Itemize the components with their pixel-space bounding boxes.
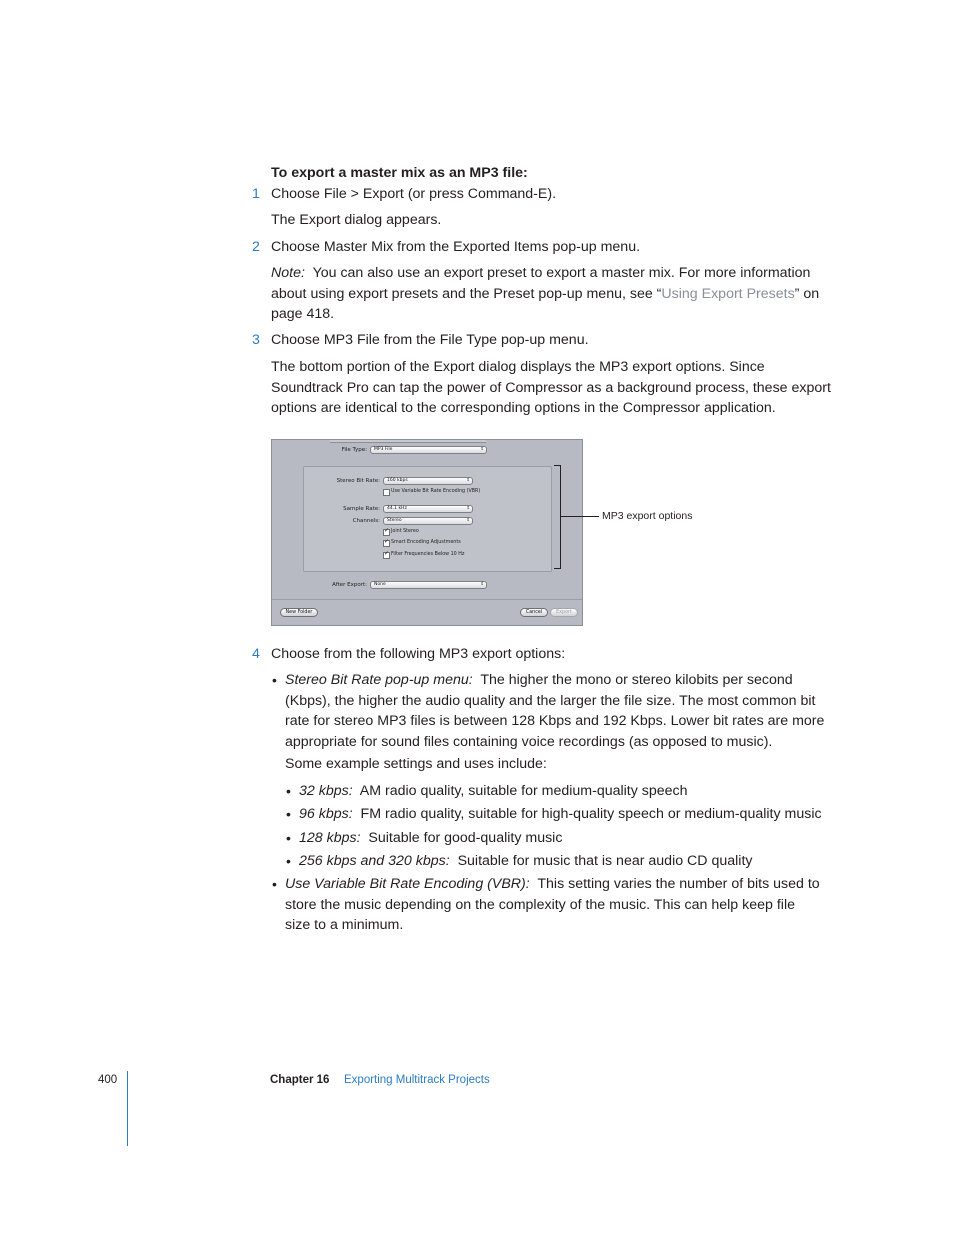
step-text-1: Choose File > Export (or press Command-E). [271,186,557,202]
joint-stereo-checkbox[interactable] [383,529,390,536]
export-button[interactable]: Export [550,608,578,617]
sub-item-text: Suitable for music that is near audio CD quality [457,853,753,869]
desc-line-2: Soundtrack Pro can tap the power of Compressor as a background process, these export [271,379,831,396]
bullet1-line-1 [285,670,845,691]
bullet2-line-3: size to a minimum. [285,917,404,933]
sample-rate-label: Sample Rate: [343,506,380,512]
sub-item-96kbps [299,804,822,825]
stereo-bit-rate-label: Stereo Bit Rate: [336,478,380,484]
callout-bracket [554,465,561,569]
bullet1-label: Stereo Bit Rate pop-up menu: [285,672,473,688]
popup-arrows-icon: ⇕ [466,478,470,483]
page-number: 400 [98,1074,118,1086]
vbr-label: Use Variable Bit Rate Encoding (VBR) [391,489,481,494]
bullet1-line-1-text: The higher the mono or stereo kilobits per second [480,672,793,688]
channels-popup[interactable] [383,517,473,525]
bullet1-line-2: (Kbps), the higher the audio quality and the larger the file size. The most common bit [285,692,816,709]
step-number-3: 3 [252,332,260,348]
callout-label: MP3 export options [602,510,693,522]
note-label: Note: [271,265,305,281]
bullet-dot: • [286,806,291,822]
footer-rule [127,1071,128,1146]
step-text-2: Choose Master Mix from the Exported Items pop-up menu. [271,239,641,255]
sub-item-128kbps [299,828,562,849]
channels-label: Channels: [352,518,380,524]
step3-description [271,357,841,419]
desc-line-3: options are identical to the corresponding options in the Compressor application. [271,400,776,416]
bullet2-label: Use Variable Bit Rate Encoding (VBR): [285,876,530,892]
section-heading: To export a master mix as an MP3 file: [271,165,528,181]
step-number-4: 4 [252,646,260,662]
note-line-1 [271,263,831,284]
after-export-value: None [374,582,386,587]
sub-item-text: Suitable for good-quality music [368,830,563,846]
sub-item-text: AM radio quality, suitable for medium-quality speech [359,783,688,799]
stereo-bit-rate-value: 160 kbps [387,478,408,483]
bullet1-sub-intro: Some example settings and uses include: [285,756,547,772]
smart-encoding-label: Smart Encoding Adjustments [391,540,461,545]
smart-encoding-checkbox[interactable] [383,540,390,547]
dialog-divider [272,599,582,600]
popup-arrows-icon: ⇕ [480,447,484,452]
step-text-3: Choose MP3 File from the File Type pop-up menu. [271,332,589,348]
note-line-2-pre: about using export presets and the Preset pop-up menu, see “ [271,285,662,302]
bullet-dot: • [286,783,291,799]
bullet-dot: • [286,853,291,869]
export-dialog-screenshot [271,439,583,626]
footer-chapter: Chapter 16 [270,1074,330,1086]
after-export-popup[interactable] [370,581,487,589]
callout-leader-line [561,516,599,517]
note-line-2 [271,284,831,305]
step1-result: The Export dialog appears. [271,212,442,228]
bullet-dot: • [272,672,277,688]
bullet-dot: • [286,830,291,846]
popup-arrows-icon: ⇕ [480,582,484,587]
popup-arrows-icon: ⇕ [466,518,470,523]
joint-stereo-label: Joint Stereo [391,529,419,534]
new-folder-button[interactable]: New Folder [280,608,318,617]
bullet2-line-1 [285,874,845,895]
sample-rate-popup[interactable] [383,505,473,513]
sub-item-label: 256 kbps and 320 kbps: [299,853,450,869]
note-line-3: page 418. [271,306,335,322]
desc-line-1: The bottom portion of the Export dialog displays the MP3 export options. Since [271,359,765,375]
step-text-4: Choose from the following MP3 export options: [271,646,566,662]
bullet1-line-3: rate for stereo MP3 files is between 128 Kbps and 192 Kbps. Lower bit rates are more [285,713,825,729]
sub-item-label: 128 kbps: [299,830,361,846]
bullet-vbr [285,874,845,936]
bullet2-line-2: store the music depending on the complexity of the music. This can help keep file [285,896,795,913]
file-type-value: MP3 File [374,447,393,452]
channels-value: Stereo [387,518,402,523]
sub-item-256kbps [299,851,753,872]
sub-item-text: FM radio quality, suitable for high-quality speech or medium-quality music [360,806,822,822]
vbr-checkbox[interactable] [383,489,390,496]
bullet2-line-1-text: This setting varies the number of bits used to [537,876,820,892]
sub-item-label: 32 kbps: [299,783,353,799]
cancel-button[interactable]: Cancel [520,608,548,617]
sub-item-label: 96 kbps: [299,806,353,822]
file-type-label: File Type: [341,447,367,453]
using-export-presets-link[interactable]: Using Export Presets [661,285,795,302]
note-paragraph [271,263,831,325]
dialog-top-edge [330,440,486,443]
stereo-bit-rate-popup[interactable] [383,477,473,485]
after-export-label: After Export: [332,582,367,588]
bullet-stereo-bit-rate [285,670,845,752]
step-number-2: 2 [252,239,260,255]
step-number-1: 1 [252,186,260,202]
popup-arrows-icon: ⇕ [466,506,470,511]
filter-frequencies-label: Filter Frequencies Below 10 Hz [391,552,465,557]
filter-frequencies-checkbox[interactable] [383,552,390,559]
note-line-1-text: You can also use an export preset to export a master mix. For more information [312,265,811,281]
footer-chapter-title: Exporting Multitrack Projects [344,1074,490,1086]
sub-item-32kbps [299,781,688,802]
bullet-dot: • [272,876,277,892]
file-type-popup[interactable] [370,446,487,454]
sample-rate-value: 44.1 kHz [387,506,407,511]
bullet1-line-4: appropriate for sound files containing voice recordings (as opposed to music). [285,733,773,750]
note-line-2-post: ” on [794,285,820,302]
